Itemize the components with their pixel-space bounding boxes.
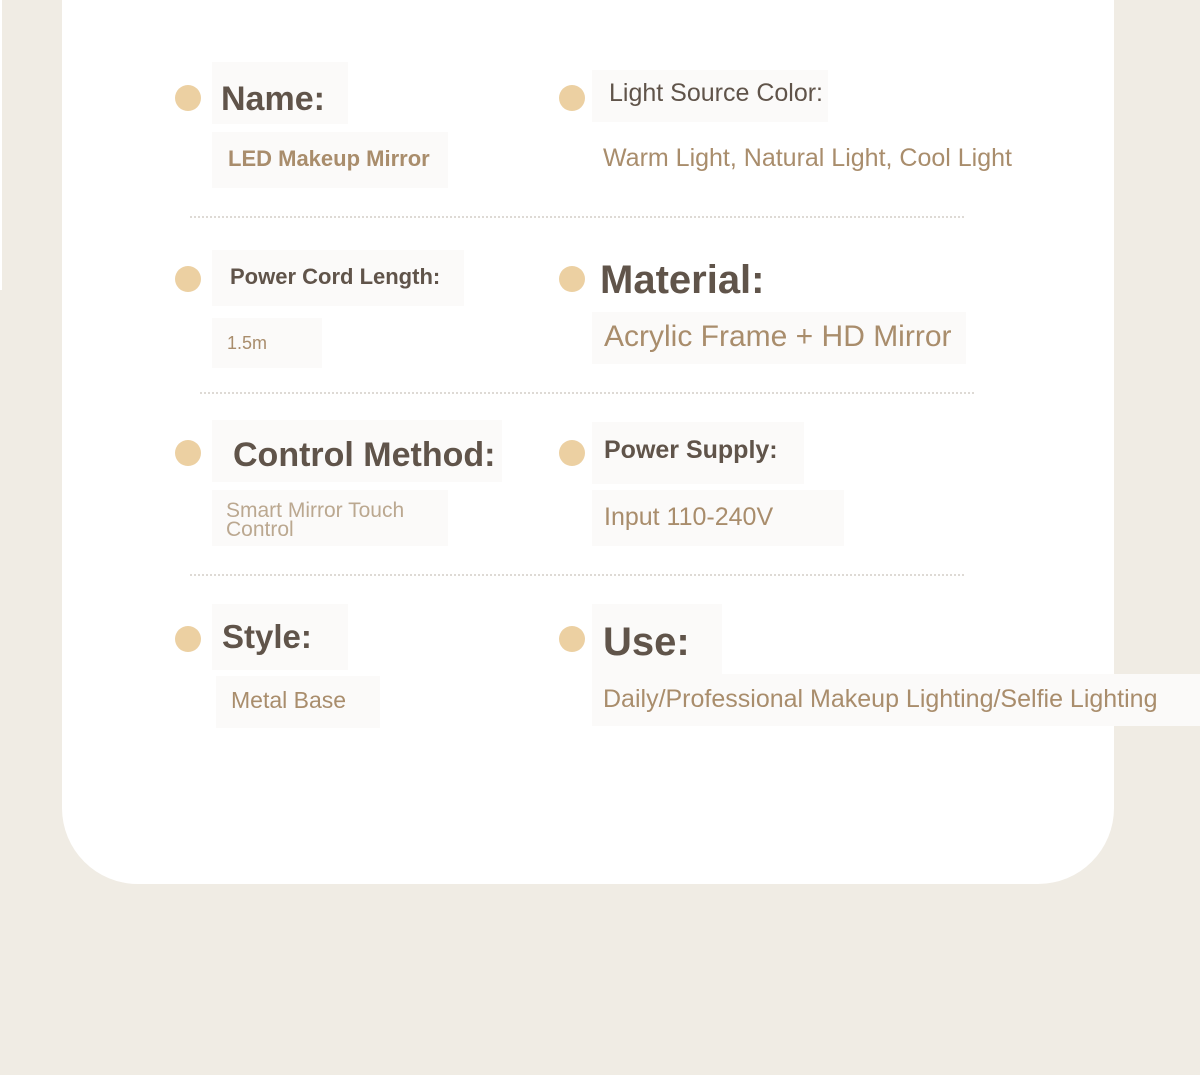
bullet-icon — [175, 440, 201, 466]
row-divider — [190, 574, 964, 576]
power-supply-label: Power Supply: — [604, 436, 778, 464]
bullet-icon — [559, 266, 585, 292]
row-divider — [200, 392, 974, 394]
bullet-icon — [559, 626, 585, 652]
control-method-value-line-1: Smart Mirror Touch — [226, 499, 405, 522]
control-method-label: Control Method: — [233, 436, 496, 474]
light-source-color-value: Warm Light, Natural Light, Cool Light — [603, 144, 1012, 172]
material-value: Acrylic Frame + HD Mirror — [604, 320, 952, 353]
bullet-icon — [559, 440, 585, 466]
power-cord-length-value: 1.5m — [227, 333, 268, 353]
light-source-color-label: Light Source Color: — [609, 79, 824, 107]
bullet-icon — [175, 85, 201, 111]
page-edge — [0, 0, 2, 290]
power-cord-length-label: Power Cord Length: — [230, 264, 441, 289]
name-value: LED Makeup Mirror — [228, 146, 430, 171]
row-divider — [190, 216, 964, 218]
use-value: Daily/Professional Makeup Lighting/Selfie Lighting — [603, 685, 1158, 713]
bullet-icon — [559, 85, 585, 111]
bullet-icon — [175, 266, 201, 292]
use-label: Use: — [603, 620, 690, 664]
name-label: Name: — [221, 80, 325, 118]
control-method-value-line-2: Control — [226, 518, 294, 541]
power-supply-value: Input 110-240V — [604, 503, 774, 531]
material-label: Material: — [600, 258, 765, 302]
style-value: Metal Base — [231, 687, 347, 713]
bullet-icon — [175, 626, 201, 652]
style-label: Style: — [222, 618, 312, 655]
